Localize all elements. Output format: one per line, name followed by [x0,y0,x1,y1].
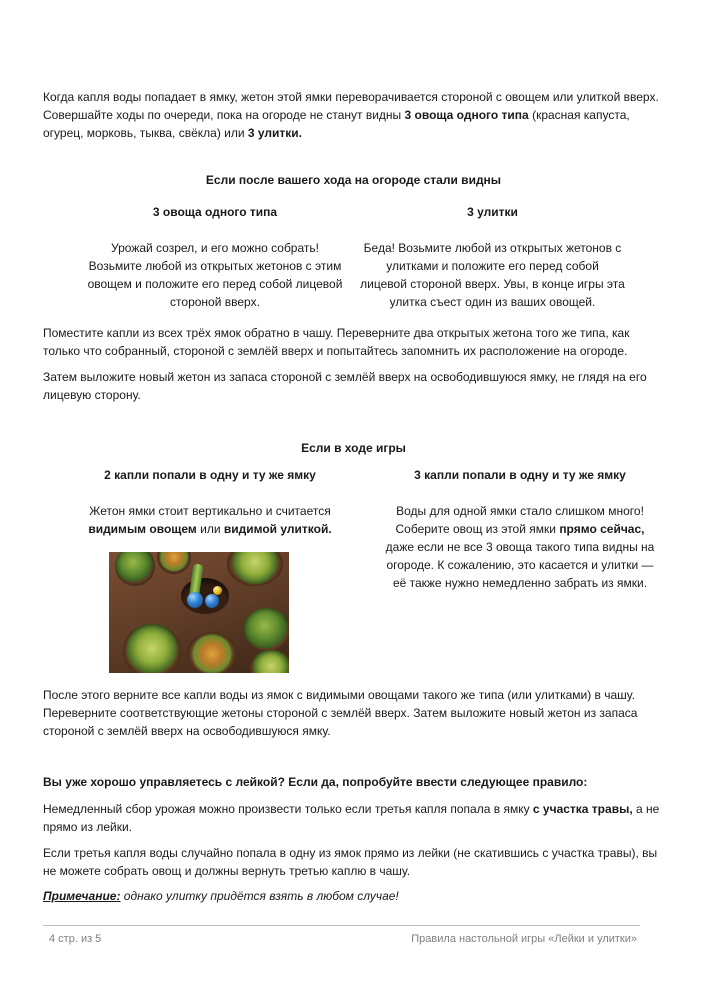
intro-bold-vegetables: 3 овоща одного типа [404,108,529,122]
advanced-rule: Немедленный сбор урожая можно произвести только если третья капля попала в ямку с участка травы, а не прямо из лейки. [43,802,660,834]
water-drop-blue [205,594,219,608]
advanced-question: Вы уже хорошо управляетесь с лейкой? Если да, попробуйте ввести следующее правило: [43,775,588,789]
vegetable-tile [123,624,181,673]
footer-title: Правила настольной игры «Лейки и улитки» [411,933,637,945]
intro-line-3a: огурец, морковь, тыква, свёкла) или [43,126,248,140]
section1-right-heading: 3 улитки [467,205,518,219]
intro-line-2c: (красная капуста, [528,108,630,122]
note-text: однако улитку придётся взять в любом случае! [120,889,399,903]
section2-left-heading: 2 капли попали в одну и ту же ямку [104,468,316,482]
intro-line-2a: Совершайте ходы по очереди, пока на огороде не станут видны [43,108,405,122]
section2-right-heading: 3 капли попали в одну и ту же ямку [414,468,626,482]
new-token-paragraph: Затем выложите новый жетон из запаса стороной с землёй вверх на освободившуюся ямку, не глядя на его лицевую сторону. [43,370,647,402]
section2-title: Если в ходе игры [301,441,406,455]
water-drop-blue [187,592,203,608]
section1-left-heading: 3 овоща одного типа [152,205,278,219]
intro-bold-snails: 3 улитки. [247,126,303,140]
game-board-photo [109,552,289,673]
section1-left-text: Урожай созрел, и его можно собрать! Возьмите любой из открытых жетонов с этим овощем и положите его перед собой лицевой стороной вверх. [87,241,343,309]
vegetable-tile [243,608,289,652]
section1-left-column [60,203,370,311]
water-drop-yellow [213,586,222,595]
section1-title: Если после вашего хода на огороде стали видны [205,173,502,187]
return-drops-paragraph: Поместите капли из всех трёх ямок обратно в чашу. Переверните два открытых жетона того же типа, как только что собранный, стороной с землёй вверх и попытайтесь запомнить их расположение на огороде. [43,326,630,358]
footer-page-number: 4 стр. из 5 [49,933,102,945]
intro-paragraph [43,88,663,142]
footer-divider [43,925,640,926]
advanced-note [43,887,663,905]
section2-right-text: Воды для одной ямки стало слишком много! Соберите овощ из этой ямки прямо сейчас, даже если не все 3 овоща такого типа видны на огороде. К сожалению, это касается и улитки — её также нужно немедленно забрать из ямки. [385,504,655,590]
section2-left-column [60,466,360,538]
vegetable-tile [187,632,237,673]
return-water-paragraph: После этого верните все капли воды из ямок с видимыми овощами такого же типа (или улитками) в чашу. Переверните соответствующие жетоны стороной с землёй вверх. Затем выложите новый жетон из запаса стороной с землёй вверх на освободившуюся ямку. [43,688,638,738]
section2-left-text: Жетон ямки стоит вертикально и считается видимым овощем или видимой улиткой. [88,504,332,536]
section1-right-text: Беда! Возьмите любой из открытых жетонов с улитками и положите его перед собой лицевой стороной вверх. Увы, в конце игры эта улитка съест один из ваших овощей. [360,241,625,309]
section2-right-column [370,466,670,592]
intro-line-1: Когда капля воды попадает в ямку, жетон этой ямки переворачивается стороной с овощем или улиткой вверх. [43,90,659,104]
section1-right-column [340,203,645,311]
note-label: Примечание: [43,889,121,903]
advanced-paragraph: Если третья капля воды случайно попала в одну из ямок прямо из лейки (не скатившись с участка травы), вы не можете собрать овощ и должны вернуть третью каплю в чашу. [43,846,658,878]
